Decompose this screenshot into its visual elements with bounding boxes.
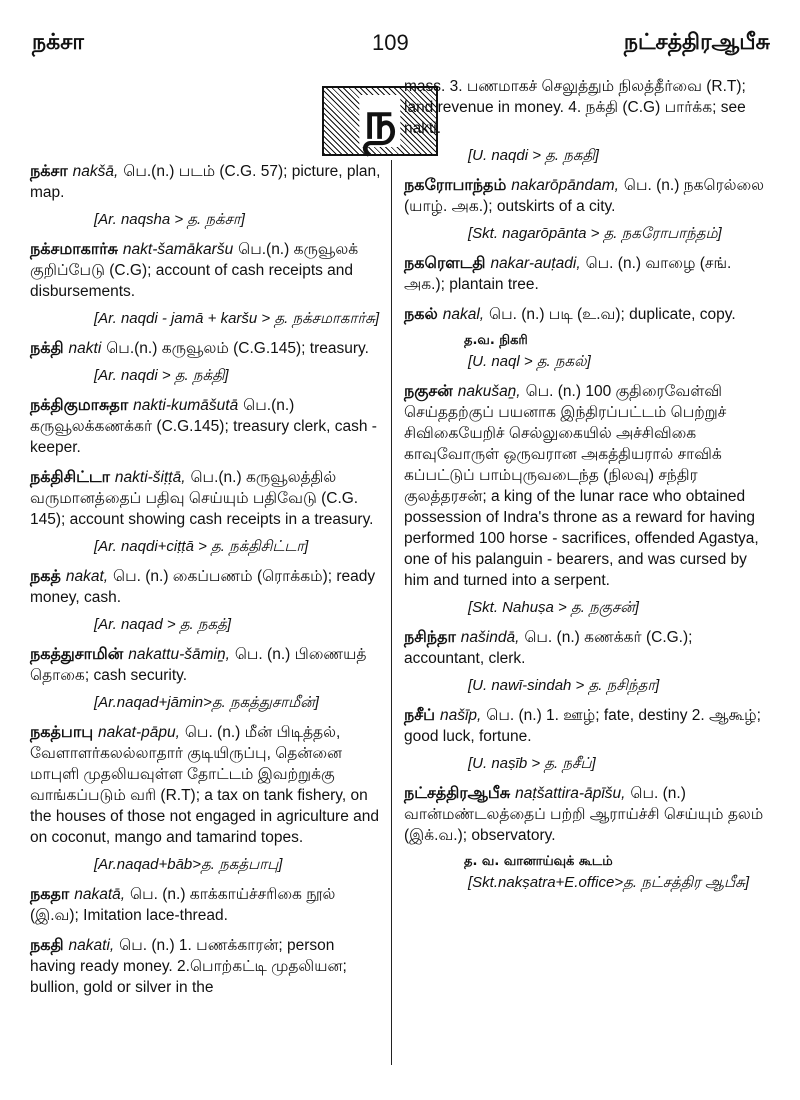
transliteration: nakti-šiṭṭā, <box>114 469 186 486</box>
entry-text <box>30 643 382 686</box>
transliteration: nakušaṉ, <box>457 383 521 400</box>
headword: நகல் <box>404 304 438 323</box>
tamil-equivalent: த. வ. வானாய்வுக் கூடம் <box>464 854 613 869</box>
page-number: 109 <box>372 30 409 55</box>
entry-text <box>30 394 382 458</box>
transliteration: nakar-auṭadi, <box>490 255 581 272</box>
headword: நசிந்தா <box>404 627 456 646</box>
headword: நக்திகுமாசுதா <box>30 395 129 414</box>
definition: பெ. (n.) கணக்கர் (C.G.); accountant, clerk. <box>404 629 693 667</box>
dictionary-entry <box>30 565 382 635</box>
definition: பெ. (n.) கைப்பணம் (ரொக்கம்); ready money, cash. <box>30 568 376 606</box>
transliteration: naṭšattira-āpīšu, <box>515 785 626 802</box>
entry-text <box>30 160 382 203</box>
definition: பெ. (n.) 100 குதிரைவேள்வி செய்ததற்குப் பயனாக இந்திரப்பட்டம் பெற்றுச் சிவிகையேறிச் செல்லுகையில் அச்சிவிகை காவுவோருள் ஒருவரான அகத்தியரால் சாவிக் கப்பட்டுப் பாம்புருவடைந்த (நிலவு) சந்திர குலத்தரசன்; a king of the lunar race who obtained possession of Indra's throne as a reward for having performed 100 horse - sacrifices, offended Agastya, one of his palanguin - bearers, and was cursed by him and turned into a serpent. <box>404 383 759 589</box>
entry-text <box>30 883 382 926</box>
etymology: [Ar. naqdi > த. நக்தி] <box>94 367 229 384</box>
entry-text <box>404 174 770 217</box>
transliteration: našīp, <box>439 707 482 724</box>
headword: நகரோபாந்தம் <box>404 175 507 194</box>
entry-text <box>30 337 382 359</box>
headword: நக்தி <box>30 338 64 357</box>
transliteration: nakat, <box>65 568 109 585</box>
definition: பெ. (n.) 1. ஊழ்; fate, destiny 2. ஆகூழ்; good luck, fortune. <box>404 707 761 745</box>
entry-text <box>404 380 770 591</box>
dictionary-entry <box>404 380 770 618</box>
dictionary-entry <box>30 466 382 557</box>
definition: பெ. (n.) படி (உ.வ); duplicate, copy. <box>489 306 736 323</box>
dictionary-entry <box>30 934 382 998</box>
section-letter: ந <box>359 95 400 147</box>
dictionary-entry <box>404 626 770 696</box>
right-column <box>404 76 770 901</box>
headword: நகத்துசாமின் <box>30 644 124 663</box>
transliteration: nakat-pāpu, <box>98 724 180 741</box>
entry-text <box>30 466 382 530</box>
etymology: [Ar.naqad+bāb>த. நகத்பாபு] <box>94 856 283 873</box>
dictionary-entry <box>30 238 382 329</box>
header-right-word: நட்சத்திரஆபீசு <box>623 30 770 55</box>
transliteration: našindā, <box>460 629 520 646</box>
transliteration: nakt-šamākaršu <box>122 241 234 258</box>
dictionary-entry <box>30 160 382 230</box>
definition: பெ. (n.) 1. பணக்காரன்; person having ready money. 2.பொற்கட்டி முதலியன; bullion, gold or silver in the <box>30 937 347 996</box>
transliteration: nakati, <box>68 937 115 954</box>
entry-text <box>404 704 770 747</box>
left-column <box>30 160 382 1006</box>
transliteration: nakal, <box>442 306 485 323</box>
headword: நக்திசிட்டா <box>30 467 110 486</box>
etymology: [Ar. naqsha > த. நக்சா] <box>94 211 245 228</box>
headword: நக்சமாகார்சு <box>30 239 118 258</box>
definition: பெ. (n.) மீன் பிடித்தல், வேளாளர்கலல்லாதார் குடியிருப்பு, தென்னை மாபுளி முதலியவுள்ள தோட்டம் இவற்றுக்கு வாங்கப்படும் வரி (R.T); a tax on tank fishery, on the houses of those not engaged in agriculture and on coconut, mango and tamarind topes. <box>30 724 380 846</box>
dictionary-entry <box>30 883 382 926</box>
etymology: [Ar. naqad > த. நகத்] <box>94 616 232 633</box>
entry-text <box>404 782 770 846</box>
definition: பெ.(n.) கருவூலக்கணக்கர் (C.G.145); treasury clerk, cash - keeper. <box>30 397 377 456</box>
etymology: [Skt. nagarōpānta > த. நகரோபாந்தம்] <box>468 225 722 242</box>
etymology: [U. nawī-sindah > த. நசிந்தா] <box>468 677 660 694</box>
entry-text <box>404 252 770 295</box>
dictionary-entry <box>30 721 382 875</box>
dictionary-entry <box>404 704 770 774</box>
etymology: [Ar.naqad+jāmin>த. நகத்துசாமீன்] <box>94 694 319 711</box>
tamil-equivalent: த.வ. நிகரி <box>464 333 528 348</box>
etymology: [U. naql > த. நகல்] <box>468 353 591 370</box>
definition: பெ.(n.) படம் (C.G. 57); picture, plan, map. <box>30 163 381 201</box>
headword: நகரௌடதி <box>404 253 486 272</box>
definition: பெ. (n.) நகரெல்லை (யாழ். அக.); outskirts of a city. <box>404 177 765 215</box>
etymology: [Ar. naqdi - jamā + karšu > த. நக்சமாகார்சு] <box>94 310 380 327</box>
dictionary-entry <box>30 394 382 458</box>
headword: நகுசன் <box>404 381 453 400</box>
definition: பெ.(n.) கருவூலக் குறிப்பேடு (C.G); account of cash receipts and disbursements. <box>30 241 359 300</box>
etymology: [Skt.nakṣatra+E.office>த. நட்சத்திர ஆபீசு] <box>468 874 750 891</box>
dictionary-entry <box>404 303 770 372</box>
definition: பெ. (n.) பிணையத் தொகை; cash security. <box>30 646 367 684</box>
headword: நகத் <box>30 566 61 585</box>
etymology: [U. naṣīb > த. நசீப்] <box>468 755 596 772</box>
definition: பெ.(n.) கருவூலம் (C.G.145); treasury. <box>106 340 369 357</box>
etymology: [Skt. Nahuṣa > த. நகுசன்] <box>468 599 639 616</box>
headword: நகத்பாபு <box>30 722 94 741</box>
definition: பெ. (n.) காக்காய்ச்சரிகை நூல் (இ.வ); Imitation lace-thread. <box>30 886 336 924</box>
transliteration: nakti-kumāšutā <box>133 397 239 414</box>
header-left-word: நக்சா <box>32 30 84 55</box>
transliteration: nakti <box>68 340 102 357</box>
headword: நகதி <box>30 935 64 954</box>
column-divider <box>391 160 392 1065</box>
entry-text <box>404 303 770 325</box>
transliteration: nakšā, <box>72 163 119 180</box>
dictionary-entry <box>404 252 770 295</box>
headword: நசீப் <box>404 705 436 724</box>
dictionary-entry <box>30 337 382 386</box>
transliteration: nakarōpāndam, <box>511 177 619 194</box>
entry-text <box>30 238 382 302</box>
definition: பெ. (n.) வான்மண்டலத்தைப் பற்றி ஆராய்ச்சி செய்யும் தலம் (இக்.வ.); observatory. <box>404 785 764 844</box>
entry-text <box>30 721 382 848</box>
entry-text <box>30 565 382 608</box>
dictionary-entry <box>404 174 770 244</box>
continuation-text: mass. 3. பணமாகச் செலுத்தும் நிலத்தீர்வை (R.T); land revenue in money. 4. நக்தி (C.G) பார்க்க; see nakti. <box>404 78 746 137</box>
definition: பெ. (n.) வாழை (சங். அக.); plantain tree. <box>404 255 732 293</box>
entry-text <box>404 626 770 669</box>
continuation-etymology: [U. naqdi > த. நகதி] <box>468 147 599 164</box>
definition: பெ.(n.) கருவூலத்தில் வருமானத்தைப் பதிவு செய்யும் பதிவேடு (C.G. 145); account showing cash receipts in a treasury. <box>30 469 374 528</box>
dictionary-entry <box>30 643 382 713</box>
page-header <box>32 30 770 60</box>
dictionary-entry <box>404 782 770 893</box>
headword: நக்சா <box>30 161 68 180</box>
entry-text <box>30 934 382 998</box>
headword: நகதா <box>30 884 70 903</box>
headword: நட்சத்திரஆபீசு <box>404 783 511 802</box>
etymology: [Ar. naqdi+ciṭṭā > த. நக்திசிட்டா] <box>94 538 309 555</box>
right-entries <box>404 174 770 893</box>
transliteration: nakatā, <box>74 886 126 903</box>
transliteration: nakattu-šāmiṉ, <box>128 646 230 663</box>
